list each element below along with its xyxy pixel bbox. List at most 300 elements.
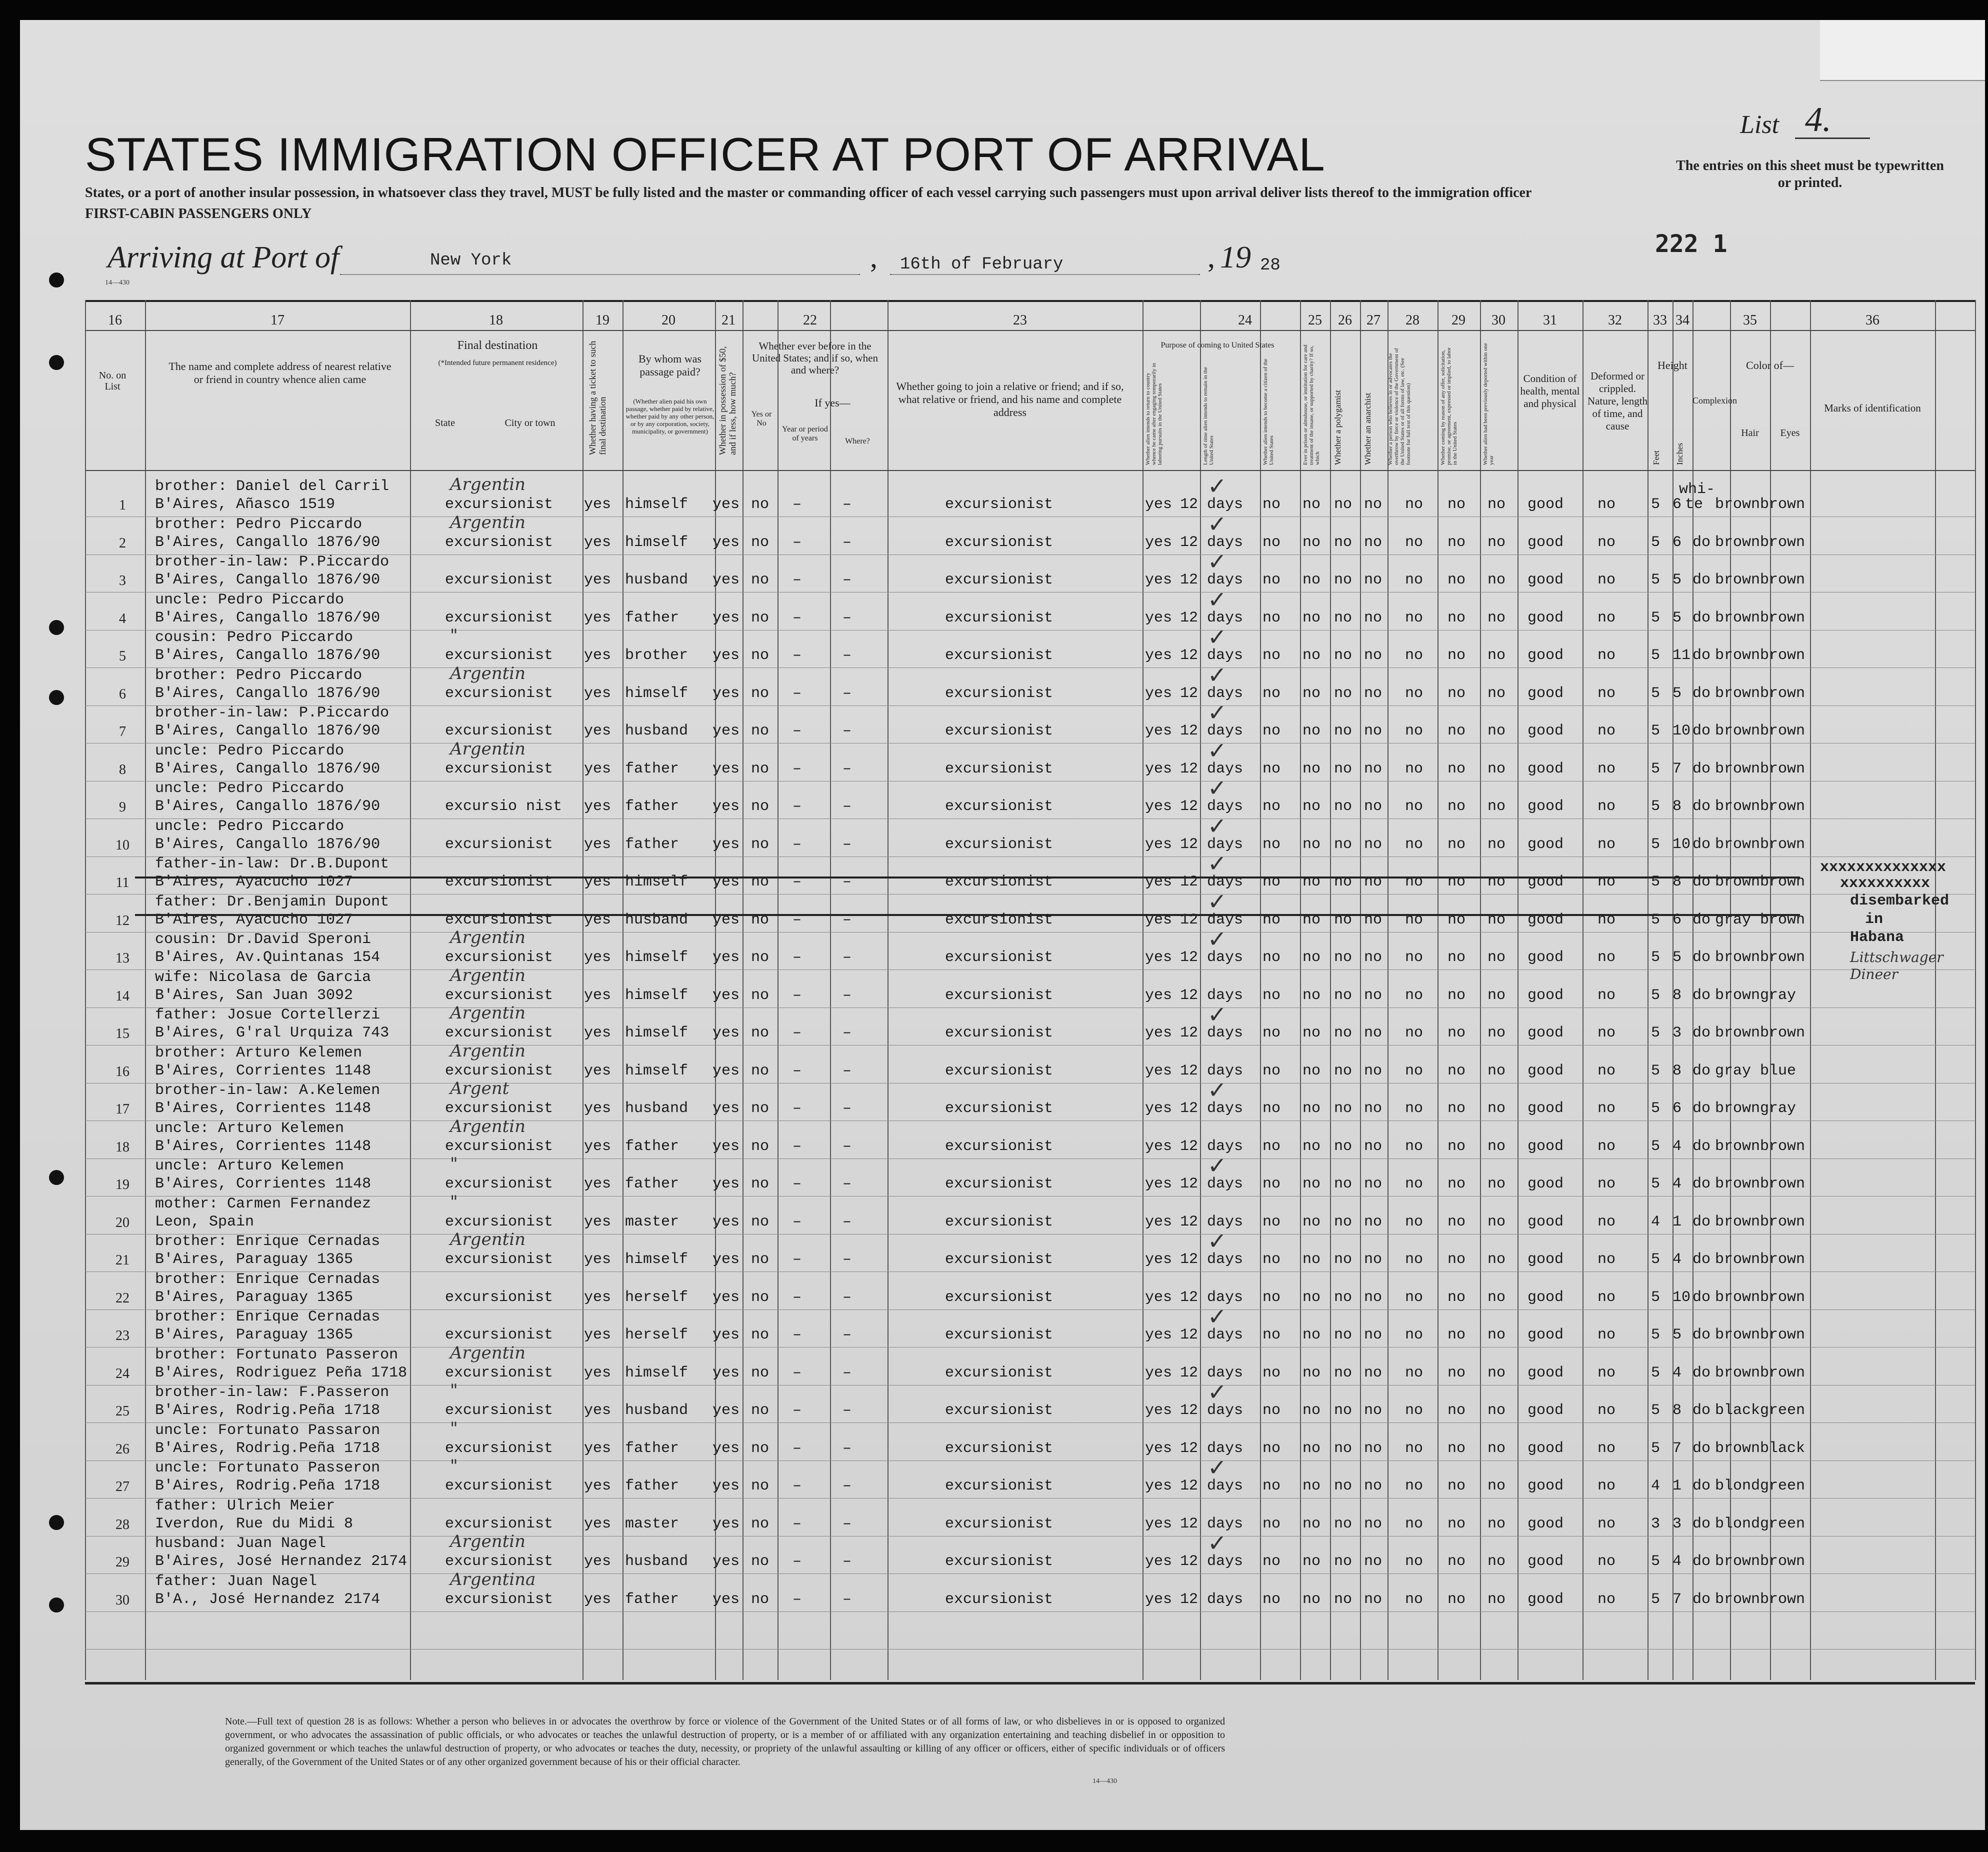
passage-paid-by: herself [625,1288,688,1306]
year-suffix: 28 [1260,256,1280,275]
relative-address: B'Aires, Paraguay 1365 [155,1288,354,1306]
deported-value: no [1488,836,1506,853]
polygamist-value: no [1334,1213,1352,1230]
health-value: good [1528,986,1564,1004]
joining-value: excursionist [945,1288,1054,1306]
ticket-value: yes [584,949,612,966]
deformed-value: no [1598,496,1616,513]
eye-color: brown [1760,1553,1806,1570]
return-intent: yes [1145,1288,1172,1306]
ticket-value: yes [584,911,612,928]
length-of-stay: 12 days [1180,1402,1244,1419]
deformed-value: no [1598,1138,1616,1155]
polygamist-value: no [1334,1402,1352,1419]
relative-address: B'Aires, Corrientes 1148 [155,1062,372,1080]
overthrow-value: no [1405,911,1424,928]
health-value: good [1528,1364,1564,1382]
eye-color: brown [1760,1138,1806,1155]
relative-name: husband: Juan Nagel [155,1535,326,1552]
complexion-value: do [1692,1024,1711,1042]
polygamist-value: no [1334,760,1352,778]
head-complexion: Complexion [1692,396,1737,406]
head-purpose: Purpose of coming to United States [1160,341,1274,350]
hair-color: blond [1715,1515,1760,1532]
joining-value: excursionist [945,1553,1054,1570]
row-rule [85,818,1975,819]
head-passage-note: (Whether alien paid his own passage, whether paid by relative, whether paid by any other person, or by any corporation, society, municipality, or government) [626,398,714,435]
page-title: STATES IMMIGRATION OFFICER AT PORT OF ARRIVAL [85,128,1326,180]
polygamist-value: no [1334,722,1352,740]
form-code-bottom: 14—430 [1092,1778,1117,1785]
prison-value: no [1302,722,1321,740]
height-feet: 5 [1651,798,1660,815]
relative-name: brother: Fortunato Passeron [155,1346,398,1364]
passage-paid-by: father [625,1138,680,1155]
health-value: good [1528,1213,1564,1230]
relative-name: father-in-law: Dr.B.Dupont [155,856,390,872]
final-city: excursionist [445,1138,554,1155]
anarchist-value: no [1364,534,1382,551]
head-year-period: Year or period of years [782,425,828,442]
complexion-value: do [1692,1553,1711,1570]
health-value: good [1528,1138,1564,1155]
before-in-us: no [751,684,770,702]
passage-paid-by: husband [625,572,688,588]
money-value: yes [712,1364,740,1382]
money-value: yes [712,836,740,853]
overthrow-value: no [1405,1364,1424,1382]
height-feet: 4 [1651,1478,1660,1494]
length-of-stay: 12 days [1180,572,1244,588]
year-period: – [792,986,802,1004]
deformed-value: no [1598,1553,1616,1570]
citizen-intent: no [1262,798,1281,815]
deported-value: no [1488,1402,1506,1419]
passage-paid-by: master [625,1213,680,1230]
row-rule [85,1120,1975,1121]
column-rule [742,300,744,1680]
year-period: – [792,949,802,966]
contract-value: no [1448,1288,1466,1306]
contract-value: no [1448,1024,1466,1042]
return-intent: yes [1145,1024,1172,1042]
money-value: yes [712,1288,740,1306]
relative-name: brother: Arturo Kelemen [155,1044,362,1062]
health-value: good [1528,722,1564,740]
eye-color: brown [1760,1251,1806,1268]
complexion-value: do [1692,874,1711,890]
height-inches: 6 [1672,911,1682,928]
ticket-value: yes [584,874,612,890]
before-in-us: no [751,1062,770,1080]
height-inches: 4 [1672,1553,1682,1570]
prison-value: no [1302,609,1321,626]
relative-name: father: Ulrich Meier [155,1497,336,1514]
joining-value: excursionist [945,1364,1054,1382]
complexion-value: do [1692,647,1711,664]
deformed-value: no [1598,874,1616,890]
anarchist-value: no [1364,1553,1382,1570]
relative-name: mother: Carmen Fernandez [155,1195,372,1212]
deported-value: no [1488,1364,1506,1382]
column-number: 28 [1406,312,1420,328]
port-underline [340,274,860,275]
return-intent: yes [1145,874,1172,890]
contract-value: no [1448,1478,1466,1494]
final-city: excursionist [445,1590,554,1608]
column-number: 17 [270,312,284,328]
polygamist-value: no [1334,1288,1352,1306]
overthrow-value: no [1405,1100,1424,1117]
ticket-value: yes [584,986,612,1004]
where-value: – [842,684,852,702]
column-rule [1330,300,1331,1680]
joining-value: excursionist [945,496,1054,513]
row-number: 12 [116,912,130,928]
handwritten-note: Littschwager Dineer [1850,949,1944,982]
citizen-intent: no [1262,496,1281,513]
money-value: yes [712,1478,740,1494]
polygamist-value: no [1334,911,1352,928]
deformed-value: no [1598,534,1616,551]
eye-color: brown [1760,1364,1806,1382]
handwritten-country: Argent [450,1078,510,1098]
length-of-stay: 12 days [1180,1176,1244,1192]
column-number: 36 [1866,312,1880,328]
height-inches: 8 [1672,874,1682,890]
anarchist-value: no [1364,1364,1382,1382]
where-value: – [842,647,852,664]
final-city: excursionist [445,911,554,928]
joining-value: excursionist [945,1478,1054,1494]
row-number: 30 [116,1592,130,1608]
eye-color: gray [1760,1100,1796,1117]
height-feet: 5 [1651,1138,1660,1155]
height-inches: 3 [1672,1515,1682,1532]
hair-color: black [1715,1402,1760,1419]
column-number: 23 [1013,312,1027,328]
prison-value: no [1302,1100,1321,1117]
row-rule [85,516,1975,517]
anarchist-value: no [1364,496,1382,513]
ticket-value: yes [584,684,612,702]
hair-color: brown [1715,1590,1760,1608]
row-rule [85,743,1975,744]
polygamist-value: no [1334,986,1352,1004]
overthrow-value: no [1405,836,1424,853]
overthrow-value: no [1405,722,1424,740]
ticket-value: yes [584,1402,612,1419]
head-relative: The name and complete address of nearest relative or friend in country whence alien came [168,360,392,386]
complexion-value: do [1692,986,1711,1004]
return-intent: yes [1145,1100,1172,1117]
return-intent: yes [1145,1590,1172,1608]
deported-value: no [1488,1138,1506,1155]
height-feet: 5 [1651,572,1660,588]
page-edge [1820,20,1985,81]
height-inches: 7 [1672,1440,1682,1457]
joining-value: excursionist [945,1515,1054,1532]
deported-value: no [1488,1590,1506,1608]
before-in-us: no [751,572,770,588]
where-value: – [842,1288,852,1306]
height-inches: 7 [1672,1590,1682,1608]
final-city: excursionist [445,1402,554,1419]
row-number: 18 [116,1139,130,1155]
final-city: excursionist [445,1478,554,1494]
money-value: yes [712,1138,740,1155]
check-mark: ✓ [1208,1303,1227,1330]
overthrow-value: no [1405,1213,1424,1230]
habana-note: Habana [1850,929,1904,946]
contract-value: no [1448,874,1466,890]
eye-color: brown [1760,1288,1806,1306]
citizen-intent: no [1262,1251,1281,1268]
final-city: excursionist [445,949,554,966]
deported-value: no [1488,647,1506,664]
deported-value: no [1488,1553,1506,1570]
citizen-intent: no [1262,647,1281,664]
ticket-value: yes [584,1288,612,1306]
relative-name: uncle: Pedro Piccardo [155,818,344,835]
prison-value: no [1302,874,1321,890]
height-feet: 5 [1651,1326,1660,1344]
prison-value: no [1302,1024,1321,1042]
anarchist-value: no [1364,1062,1382,1080]
form-code-top: 14—430 [105,279,130,286]
where-value: – [842,1176,852,1192]
deported-value: no [1488,496,1506,513]
head-inches: Inches [1675,442,1684,465]
health-value: good [1528,496,1564,513]
prison-value: no [1302,1515,1321,1532]
anarchist-value: no [1364,836,1382,853]
eye-color: brown [1760,1326,1806,1344]
check-mark: ✓ [1208,1530,1227,1556]
year-period: – [792,1402,802,1419]
passage-paid-by: husband [625,1553,688,1570]
disembarked-note: disembarked [1850,892,1950,910]
sheet-stamp: 222 1 [1655,230,1728,258]
head-final-destination: Final destination [457,339,538,352]
prison-value: no [1302,1213,1321,1230]
row-number: 6 [119,686,126,702]
contract-value: no [1448,1326,1466,1344]
relative-address: B'Aires, Paraguay 1365 [155,1251,354,1268]
complexion-value: do [1692,760,1711,778]
return-intent: yes [1145,986,1172,1004]
prison-value: no [1302,1288,1321,1306]
anarchist-value: no [1364,1288,1382,1306]
check-mark: ✓ [1208,1454,1227,1481]
header-rule [85,470,1975,471]
joining-value: excursionist [945,986,1054,1004]
where-value: – [842,534,852,551]
deported-value: no [1488,572,1506,588]
relative-name: uncle: Arturo Kelemen [155,1120,344,1137]
eye-color: brown [1760,572,1806,588]
contract-value: no [1448,684,1466,702]
contract-value: no [1448,1440,1466,1457]
money-value: yes [712,572,740,588]
relative-name: brother: Enrique Cernadas [155,1270,380,1288]
port-value: New York [430,251,512,270]
relative-address: B'Aires, Cangallo 1876/90 [155,836,380,853]
final-city: excursionist [445,1553,554,1570]
relative-address: B'Aires, Rodrig.Peña 1718 [155,1478,380,1494]
check-mark: ✓ [1208,586,1227,613]
length-of-stay: 12 days [1180,1024,1244,1042]
health-value: good [1528,1440,1564,1457]
footnote: Note.—Full text of question 28 is as follows: Whether a person who believes in or advocates the overthrow by force or violence of the Government of the United States or of all forms of law, or who disbelieves in or is opposed to organized government, or who advocates the assassination of public officials, or who advocates or teaches the unlawful destruction of property, or is a member of or affiliated with any organization entertaining and teaching disbelief in or opposition to organized government or which teaches the unlawful destruction of property, or who advocates or teaches the duty, necessity, or propriety of the unlawful assaulting or killing of any officer or officers, either of specific individuals or of officers generally, of the Government of the United States or of any other organized government because of his or their official character. [225,1716,1225,1768]
year-period: – [792,1440,802,1457]
deformed-value: no [1598,609,1616,626]
contract-value: no [1448,609,1466,626]
ticket-value: yes [584,1515,612,1532]
overthrow-value: no [1405,798,1424,815]
relative-address: B'Aires, Cangallo 1876/90 [155,534,380,551]
hair-color: brown [1715,986,1760,1004]
overthrow-value: no [1405,949,1424,966]
head-ticket: Whether having a ticket to such final destination [588,340,608,455]
where-value: – [842,1213,852,1230]
row-number: 13 [116,950,130,966]
health-value: good [1528,1100,1564,1117]
health-value: good [1528,836,1564,853]
complexion-value: do [1692,1251,1711,1268]
relative-address: B'A., José Hernandez 2174 [155,1590,380,1608]
deformed-value: no [1598,684,1616,702]
ticket-value: yes [584,1213,612,1230]
height-feet: 5 [1651,609,1660,626]
money-value: yes [712,647,740,664]
row-rule [85,781,1975,782]
length-of-stay: 12 days [1180,874,1244,890]
citizen-intent: no [1262,874,1281,890]
deported-value: no [1488,798,1506,815]
complexion-value: te [1685,496,1704,513]
check-mark: ✓ [1208,1076,1227,1104]
polygamist-value: no [1334,609,1352,626]
return-intent: yes [1145,949,1172,966]
ticket-value: yes [584,760,612,778]
joining-value: excursionist [945,534,1054,551]
ticket-value: yes [584,534,612,551]
passage-paid-by: himself [625,1024,688,1042]
length-of-stay: 12 days [1180,1138,1244,1155]
row-number: 4 [119,610,126,626]
citizen-intent: no [1262,986,1281,1004]
eye-color: brown [1760,798,1806,815]
handwritten-country: " [450,1380,458,1400]
deported-value: no [1488,1478,1506,1494]
deformed-value: no [1598,1062,1616,1080]
contract-value: no [1448,1062,1466,1080]
length-of-stay: 12 days [1180,534,1244,551]
row-number: 20 [116,1214,130,1230]
anarchist-value: no [1364,722,1382,740]
relative-address: B'Aires, Corrientes 1148 [155,1138,372,1155]
row-number: 11 [116,875,130,890]
polygamist-value: no [1334,1440,1352,1457]
where-value: – [842,986,852,1004]
contract-value: no [1448,572,1466,588]
money-value: yes [712,798,740,815]
height-feet: 5 [1651,1024,1660,1042]
deported-value: no [1488,1515,1506,1532]
where-value: – [842,572,852,588]
column-number: 33 [1653,312,1667,328]
height-inches: 5 [1672,684,1682,702]
length-of-stay: 12 days [1180,911,1244,928]
anarchist-value: no [1364,1138,1382,1155]
handwritten-country: Argentin [450,1003,526,1023]
return-intent: yes [1145,496,1172,513]
return-intent: yes [1145,1478,1172,1494]
polygamist-value: no [1334,1364,1352,1382]
prison-value: no [1302,760,1321,778]
year-period: – [792,1176,802,1192]
height-feet: 5 [1651,836,1660,853]
hair-color: brown [1715,798,1760,815]
final-city: excursionist [445,1176,554,1192]
return-intent: yes [1145,836,1172,853]
hair-color: brown [1715,572,1760,588]
health-value: good [1528,949,1564,966]
complexion-value: do [1692,911,1711,928]
prison-value: no [1302,1590,1321,1608]
health-value: good [1528,1553,1564,1570]
overthrow-value: no [1405,1440,1424,1457]
health-value: good [1528,1288,1564,1306]
year-period: – [792,609,802,626]
hair-color: brown [1715,874,1760,890]
before-in-us: no [751,760,770,778]
row-number: 16 [116,1064,130,1080]
column-number: 25 [1308,312,1322,328]
citizen-intent: no [1262,1062,1281,1080]
overthrow-value: no [1405,1553,1424,1570]
row-number: 5 [119,648,126,664]
before-in-us: no [751,1478,770,1494]
column-rule [145,300,146,1680]
money-value: yes [712,911,740,928]
column-number: 29 [1452,312,1466,328]
binder-hole [49,1598,64,1612]
complexion-value: do [1692,1440,1711,1457]
passage-paid-by: father [625,760,680,778]
handwritten-country: Argentin [450,1532,526,1552]
head-contract: Whether coming by reason of any offer, solicitation, promise, or agreement, expressed or implied, to labor in the United States [1440,347,1458,465]
check-mark: ✓ [1208,812,1227,840]
handwritten-country: Argentin [450,965,526,986]
relative-address: B'Aires, Rodriguez Peña 1718 [155,1364,408,1382]
year-period: – [792,572,802,588]
ticket-value: yes [584,1176,612,1192]
hair-color: brown [1715,1251,1760,1268]
before-in-us: no [751,1251,770,1268]
hair-color: brown [1715,1213,1760,1230]
handwritten-country: Argentin [450,474,526,494]
overthrow-value: no [1405,1515,1424,1532]
ticket-value: yes [584,1251,612,1268]
before-in-us: no [751,1364,770,1382]
citizen-intent: no [1262,1553,1281,1570]
where-value: – [842,1100,852,1117]
complexion-value: do [1692,572,1711,588]
length-of-stay: 12 days [1180,684,1244,702]
contract-value: no [1448,1402,1466,1419]
